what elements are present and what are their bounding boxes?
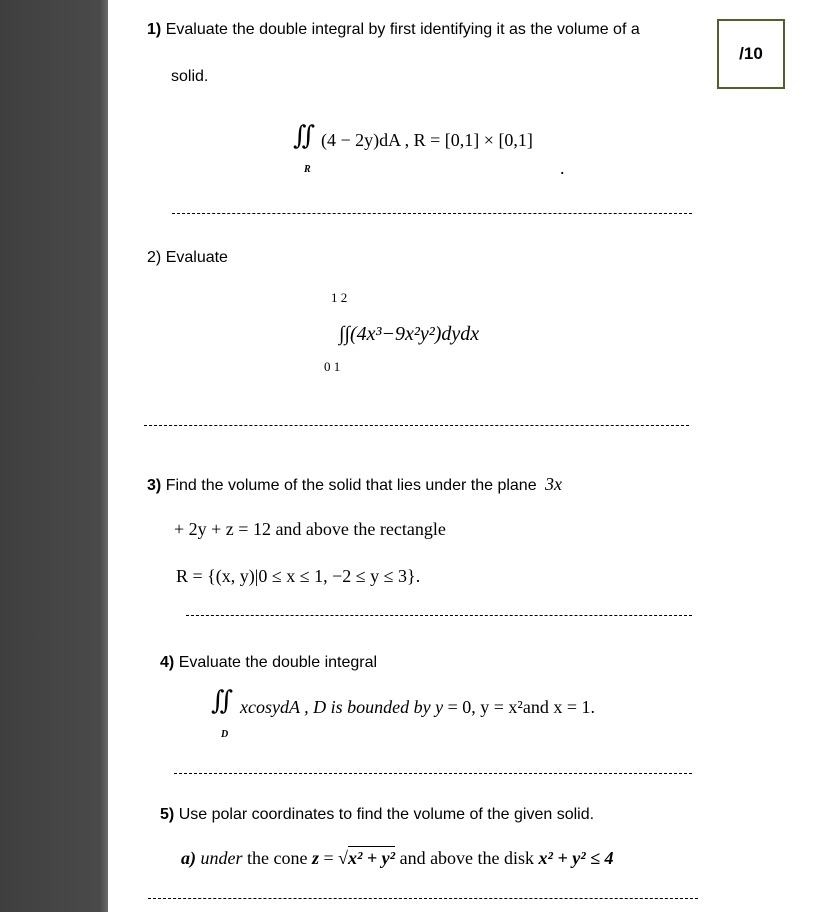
- q2-text: Evaluate: [165, 249, 228, 266]
- q5-part-text1: the cone: [247, 848, 308, 868]
- q5-part-italic: under: [200, 848, 243, 868]
- q3-text-line3: R = {(x, y)|0 ≤ x ≤ 1, −2 ≤ y ≤ 3}.: [176, 566, 421, 586]
- q5-sqrt-symbol: √: [338, 848, 349, 868]
- q2-number: 2): [147, 249, 162, 266]
- q3-line1: [147, 474, 562, 495]
- divider-4: [174, 773, 692, 774]
- q5-var-z: z: [311, 848, 319, 868]
- q3-text-line1: Find the volume of the solid that lies under the plane: [165, 477, 537, 494]
- q4-number: 4): [160, 654, 175, 671]
- q5-number: 5): [160, 806, 175, 823]
- q5-part-text2: and above the disk: [399, 848, 535, 868]
- q4-integral-region: D: [221, 729, 229, 740]
- q4-line: [160, 654, 377, 672]
- q4-expression-rest: = 0, y = x²and x = 1.: [443, 697, 595, 717]
- q4-double-integral-sign: ∬: [211, 686, 234, 716]
- q1-line1: [147, 21, 640, 39]
- score-label: /10: [739, 44, 763, 63]
- q3-number: 3): [147, 477, 162, 494]
- q4-expression-italic: xcosydA , D is bounded by y: [240, 697, 444, 717]
- q1-trailing-dot: .: [560, 158, 565, 178]
- document-page: [108, 0, 836, 912]
- q1-text-line1: Evaluate the double integral by first identifying it as the volume of a: [165, 21, 640, 38]
- q5-sqrt-content: x² + y²: [348, 848, 396, 868]
- q1-double-integral-sign: ∬: [293, 121, 316, 151]
- q5-equals: =: [318, 848, 339, 868]
- q1-text-line2: solid.: [171, 68, 209, 85]
- divider-5: [148, 898, 698, 899]
- q1-number: 1): [147, 21, 162, 38]
- divider-3: [186, 615, 692, 616]
- q2-expression: ∫∫(4x³−9x²y²)dydx: [339, 323, 480, 345]
- q5-part-a: [181, 848, 613, 869]
- q3-text-line2: + 2y + z = 12 and above the rectangle: [174, 519, 446, 539]
- q2-lower-limits: 0 1: [324, 359, 341, 374]
- q4-text: Evaluate the double integral: [178, 654, 378, 671]
- score-box: [717, 19, 785, 89]
- q2-line: [147, 249, 228, 267]
- divider-2: [144, 425, 689, 426]
- q5-disk: x² + y² ≤ 4: [538, 848, 614, 868]
- q2-upper-limits: 1 2: [331, 290, 348, 305]
- q5-line: [160, 806, 594, 824]
- window-shadow: [0, 0, 108, 912]
- q1-integrand: (4 − 2y)dA , R = [0,1] × [0,1]: [321, 130, 533, 150]
- q5-text: Use polar coordinates to find the volume of the given solid.: [178, 806, 595, 823]
- q4-expression: [240, 697, 595, 718]
- divider-1: [172, 213, 692, 214]
- q1-integral-region: R: [304, 164, 311, 175]
- q5-part-label: a): [181, 848, 196, 868]
- q3-math-line1: 3x: [545, 474, 563, 494]
